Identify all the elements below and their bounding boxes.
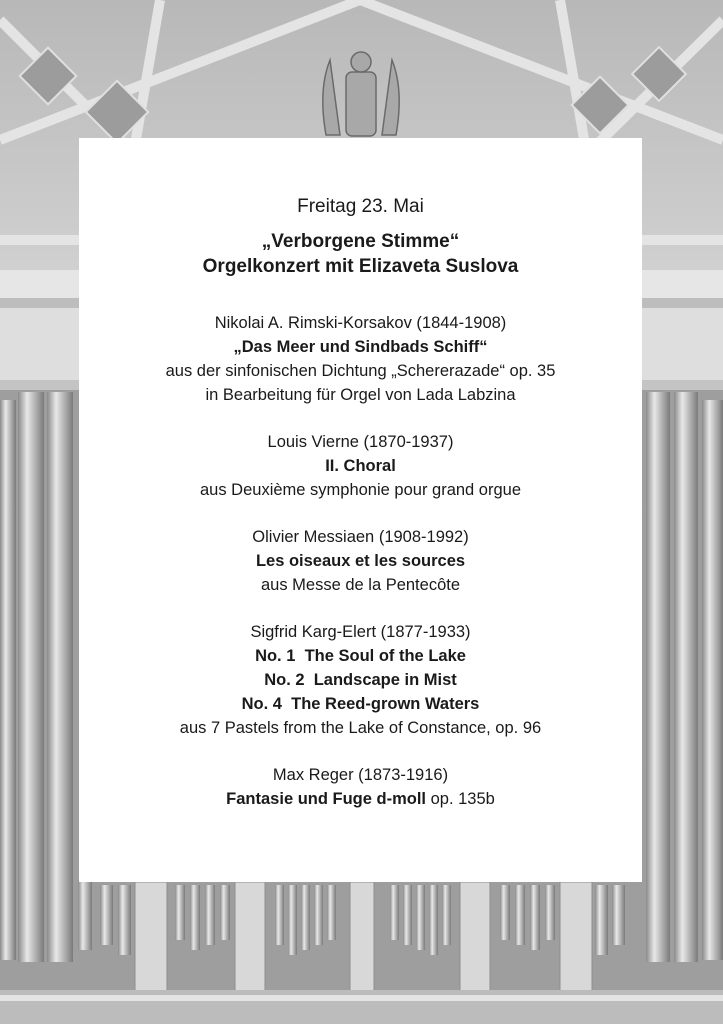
- concert-subtitle: Orgelkonzert mit Elizaveta Suslova: [202, 256, 519, 277]
- work-title: „Das Meer und Sindbads Schiff“: [233, 338, 488, 356]
- work-title: No. 2 Landscape in Mist: [264, 671, 457, 689]
- organ-pipes-right: [646, 392, 723, 962]
- work-title: Fantasie und Fuge d-moll: [226, 790, 427, 808]
- concert-title: „Verborgene Stimme“: [261, 231, 460, 252]
- composer: Max Reger (1873-1916): [272, 766, 449, 784]
- work-detail: in Bearbeitung für Orgel von Lada Labzina: [205, 386, 516, 404]
- program-list: [79, 311, 642, 811]
- composer: Louis Vierne (1870-1937): [267, 433, 454, 451]
- work-title: No. 1 The Soul of the Lake: [255, 647, 466, 665]
- program-item: [79, 311, 642, 407]
- program-item: [79, 430, 642, 502]
- program-item: [79, 763, 642, 811]
- work-detail: aus der sinfonischen Dichtung „Schererazade“ op. 35: [165, 362, 556, 380]
- work-opus: op. 135b: [426, 790, 495, 808]
- program-item: [79, 620, 642, 740]
- composer: Sigfrid Karg-Elert (1877-1933): [250, 623, 471, 641]
- work-title: No. 4 The Reed-grown Waters: [241, 695, 480, 713]
- composer: Olivier Messiaen (1908-1992): [252, 528, 469, 546]
- work-detail: aus Deuxième symphonie pour grand orgue: [199, 481, 522, 499]
- program-item: [79, 525, 642, 597]
- work-title: II. Choral: [325, 457, 396, 475]
- concert-date: Freitag 23. Mai: [297, 196, 424, 217]
- work-detail: aus Messe de la Pentecôte: [260, 576, 461, 594]
- work-line: [79, 787, 642, 811]
- work-detail: aus 7 Pastels from the Lake of Constance, op. 96: [179, 719, 542, 737]
- program-card: [79, 138, 642, 882]
- work-title: Les oiseaux et les sources: [255, 552, 466, 570]
- composer: Nikolai A. Rimski-Korsakov (1844-1908): [214, 314, 507, 332]
